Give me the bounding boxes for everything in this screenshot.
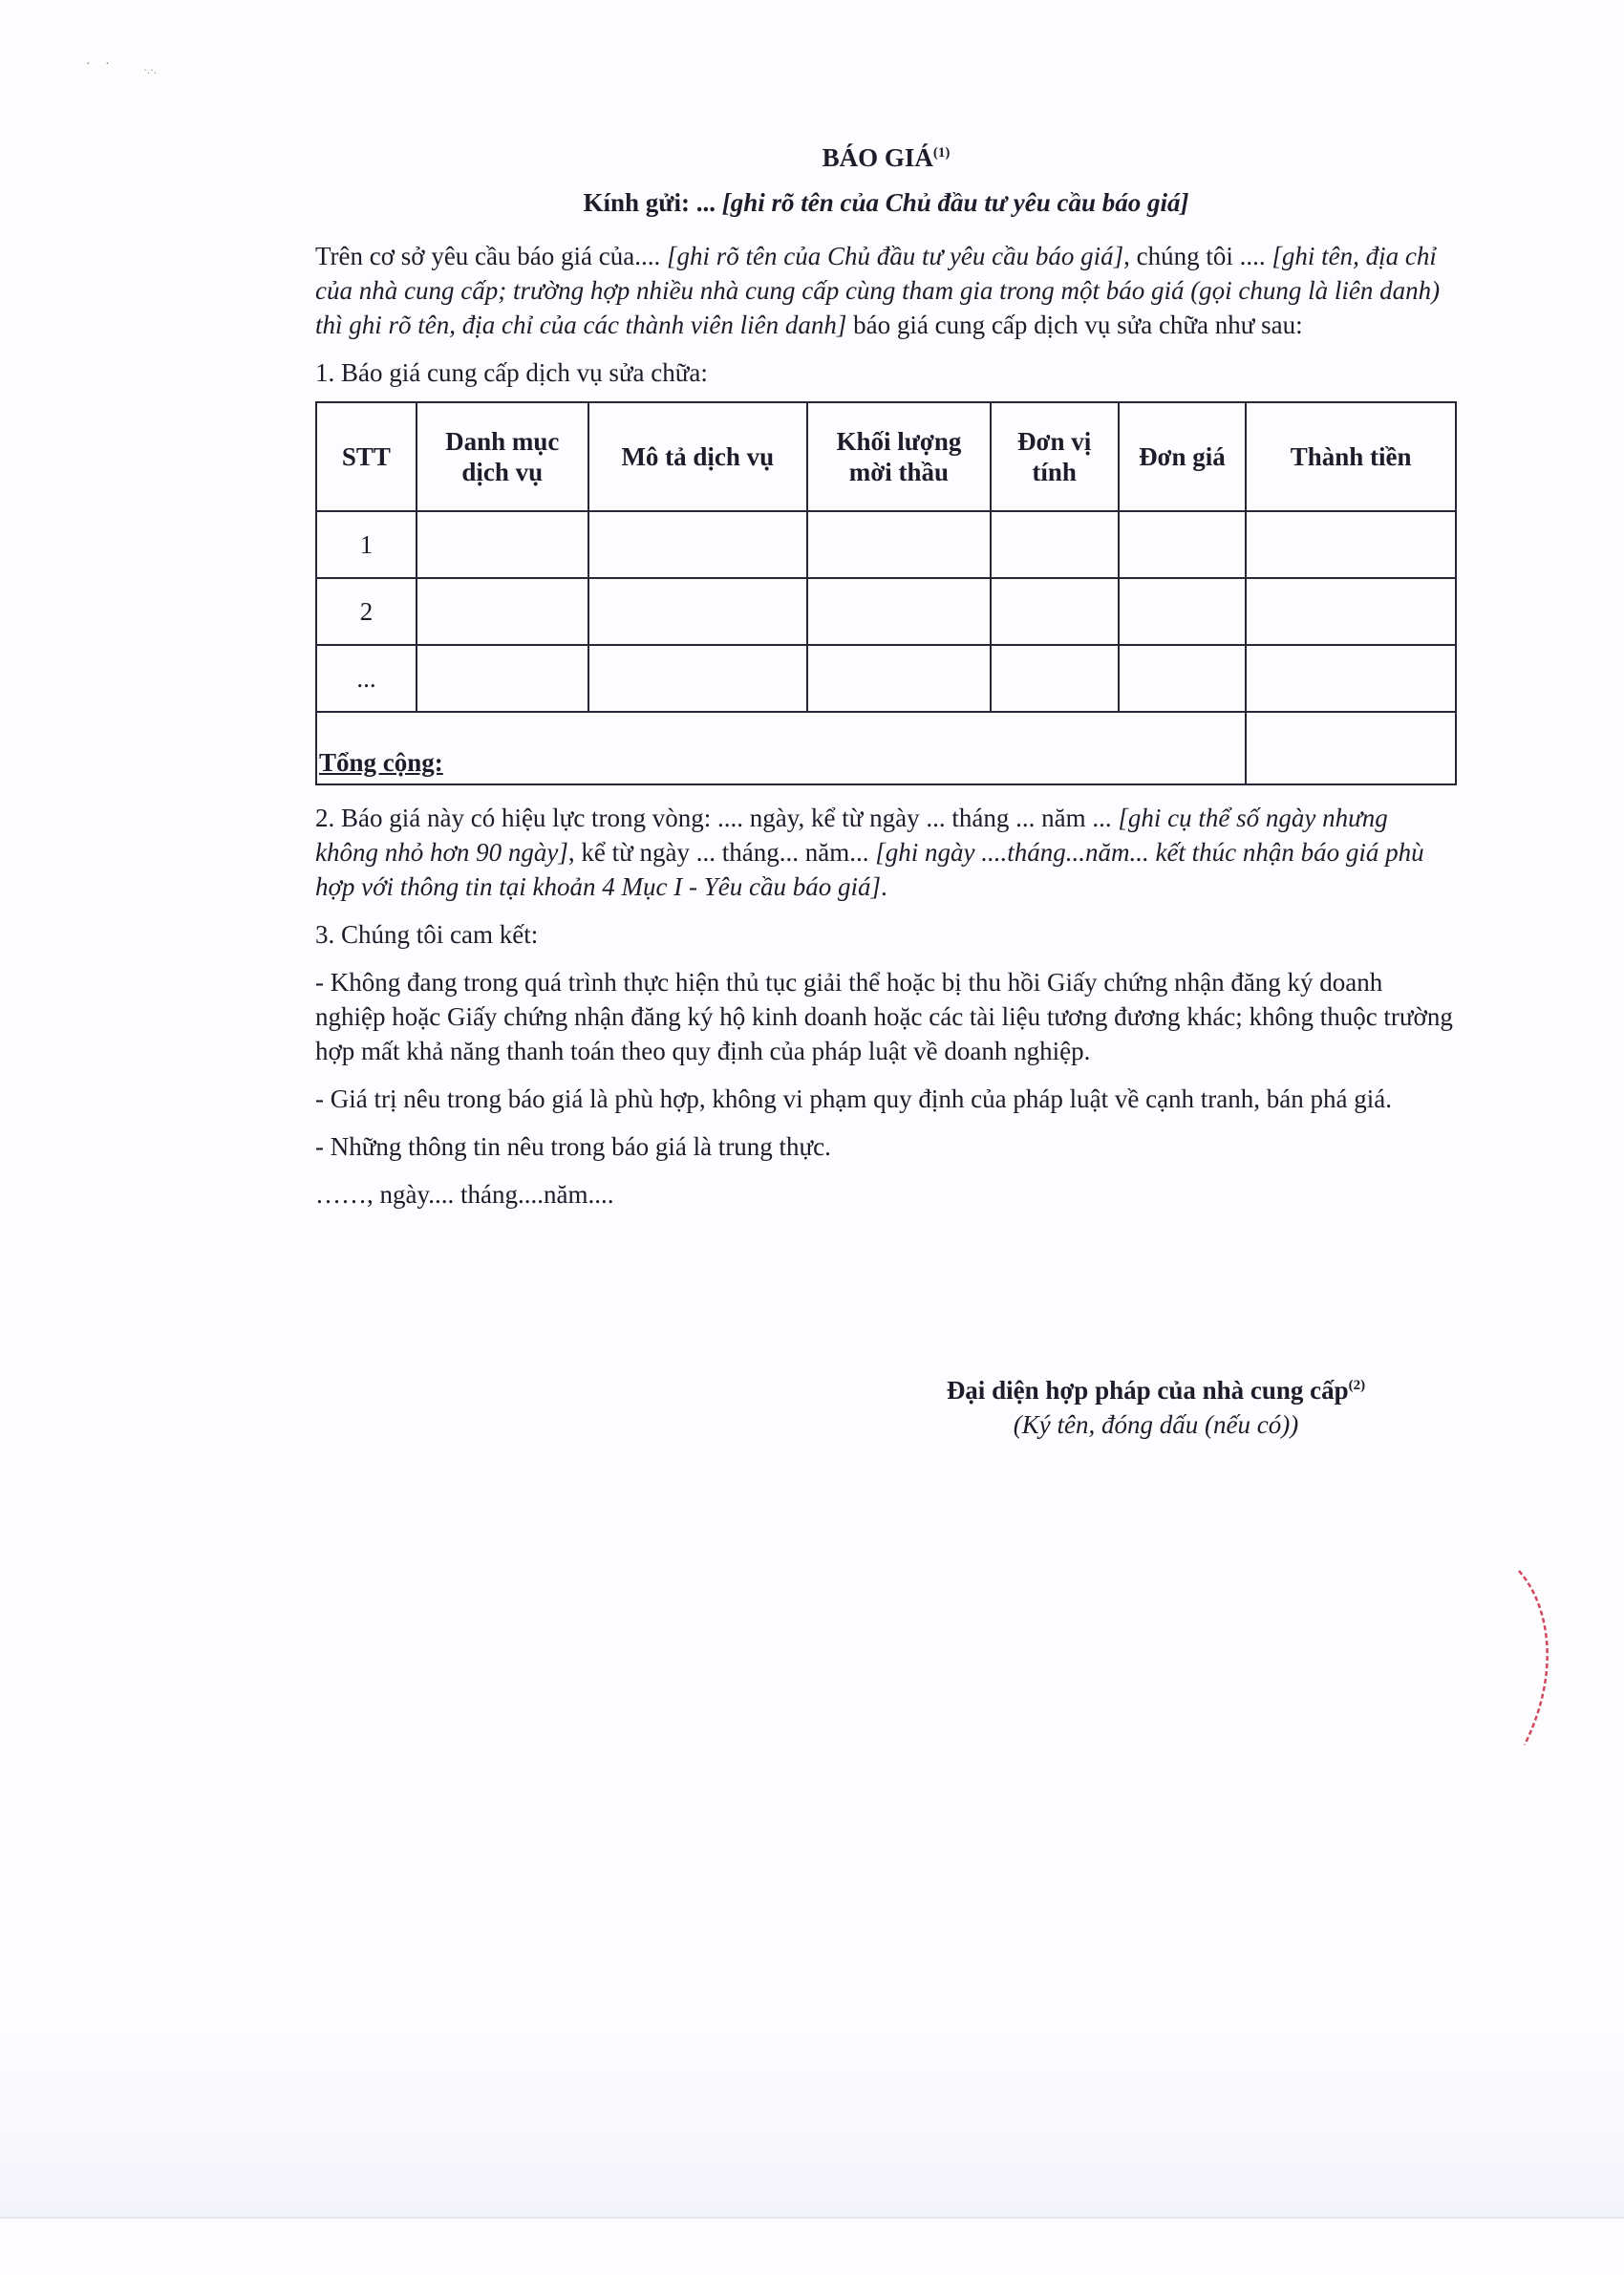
table-cell [1246,578,1456,645]
row-number: 1 [316,511,417,578]
col-header-unit-price: Đơn giá [1119,402,1247,511]
table-cell [991,645,1119,712]
row-number: 2 [316,578,417,645]
col-header-stt: STT [316,402,417,511]
scan-specks: · · [86,57,116,72]
intro-text-1: Trên cơ sở yêu cầu báo giá của.... [315,242,667,270]
row-number: ... [316,645,417,712]
table-cell [417,645,588,712]
table-cell [588,578,808,645]
validity-text-1: 2. Báo giá này có hiệu lực trong vòng: .... ngày, kể từ ngày ... tháng ... năm ... [315,804,1119,832]
table-cell [807,511,991,578]
section-2-validity [315,801,1457,904]
scan-specks-2: ·.·. [143,63,157,76]
table-cell [588,645,808,712]
commitment-3: - Những thông tin nêu trong báo giá là trung thực. [315,1132,831,1161]
col-header-service-category: Danh mục dịch vụ [417,402,588,511]
table-cell [991,578,1119,645]
recipient-placeholder: [ghi rõ tên của Chủ đầu tư yêu cầu báo giá] [721,188,1189,217]
signatory-footnote-ref: (2) [1348,1378,1366,1393]
section-3-heading: 3. Chúng tôi cam kết: [315,920,539,949]
scan-shade [0,2026,1624,2217]
intro-text-2: , chúng tôi .... [1123,242,1272,270]
table-cell [417,511,588,578]
col-header-quantity: Khối lượng mời thầu [807,402,991,511]
signatory-role-text: Đại diện hợp pháp của nhà cung cấp [946,1376,1349,1405]
validity-text-2: , kể từ ngày ... tháng... năm... [567,838,876,867]
recipient-line [315,188,1457,218]
signature-block [888,1368,1423,1442]
signature-instruction: (Ký tên, đóng dấu (nếu có)) [1013,1410,1299,1439]
table-header-row [316,402,1456,511]
col-header-unit: Đơn vị tính [991,402,1119,511]
table-cell [1246,645,1456,712]
total-amount-cell [1246,712,1456,784]
scan-edge [0,2217,1624,2219]
table-cell [1119,511,1247,578]
quotation-document [315,143,1457,1439]
intro-placeholder-1: [ghi rõ tên của Chủ đầu tư yêu cầu báo giá] [666,242,1124,270]
commitment-1: - Không đang trong quá trình thực hiện thủ tục giải thể hoặc bị thu hồi Giấy chứng nhận đăng ký doanh nghiệp hoặc Giấy chứng nhận đăng ký hộ kinh doanh hoặc các tài liệu tương đương khác; không thuộc trường hợp mất khả năng thanh toán theo quy định của pháp luật về doanh nghiệp. [315,968,1453,1065]
validity-placeholder-1: [ghi cụ thể số ngày nhưng không nhỏ hơn 90 ngày] [315,804,1388,867]
table-row [316,511,1456,578]
stamp-edge-mark [1511,1567,1569,1749]
commitment-2: - Giá trị nêu trong báo giá là phù hợp, không vi phạm quy định của pháp luật về cạnh tranh, bán phá giá. [315,1084,1392,1113]
table-cell [588,511,808,578]
table-cell [991,511,1119,578]
section-1-heading: 1. Báo giá cung cấp dịch vụ sửa chữa: [315,358,708,387]
date-line: ……, ngày.... tháng....năm.... [315,1180,614,1209]
intro-text-3: báo giá cung cấp dịch vụ sửa chữa như sau: [846,311,1303,339]
col-header-amount: Thành tiền [1246,402,1456,511]
table-cell [807,645,991,712]
validity-text-3: . [881,872,887,901]
table-total-row [316,712,1456,784]
table-cell [807,578,991,645]
table-cell [417,578,588,645]
intro-placeholder-2: [ghi tên, địa chỉ của nhà cung cấp; trường hợp nhiều nhà cung cấp cùng tham gia trong một báo giá (gọi chung là liên danh) thì ghi rõ tên, địa chỉ của các thành viên liên danh] [315,242,1441,339]
table-cell [1119,578,1247,645]
title-footnote-ref: (1) [932,145,951,161]
document-title [315,143,1457,173]
total-label: Tổng cộng: [316,712,1246,784]
intro-paragraph [315,239,1457,342]
col-header-service-description: Mô tả dịch vụ [588,402,808,511]
table-cell [1246,511,1456,578]
recipient-label: Kính gửi: ... [583,188,716,217]
table-row [316,645,1456,712]
table-cell [1119,645,1247,712]
table-row [316,578,1456,645]
signatory-role [888,1368,1423,1407]
quotation-table [315,401,1457,785]
validity-placeholder-2: [ghi ngày ....tháng...năm... kết thúc nhận báo giá phù hợp với thông tin tại khoản 4 Mục I - Yêu cầu báo giá] [315,838,1424,901]
title-text: BÁO GIÁ [822,143,933,172]
